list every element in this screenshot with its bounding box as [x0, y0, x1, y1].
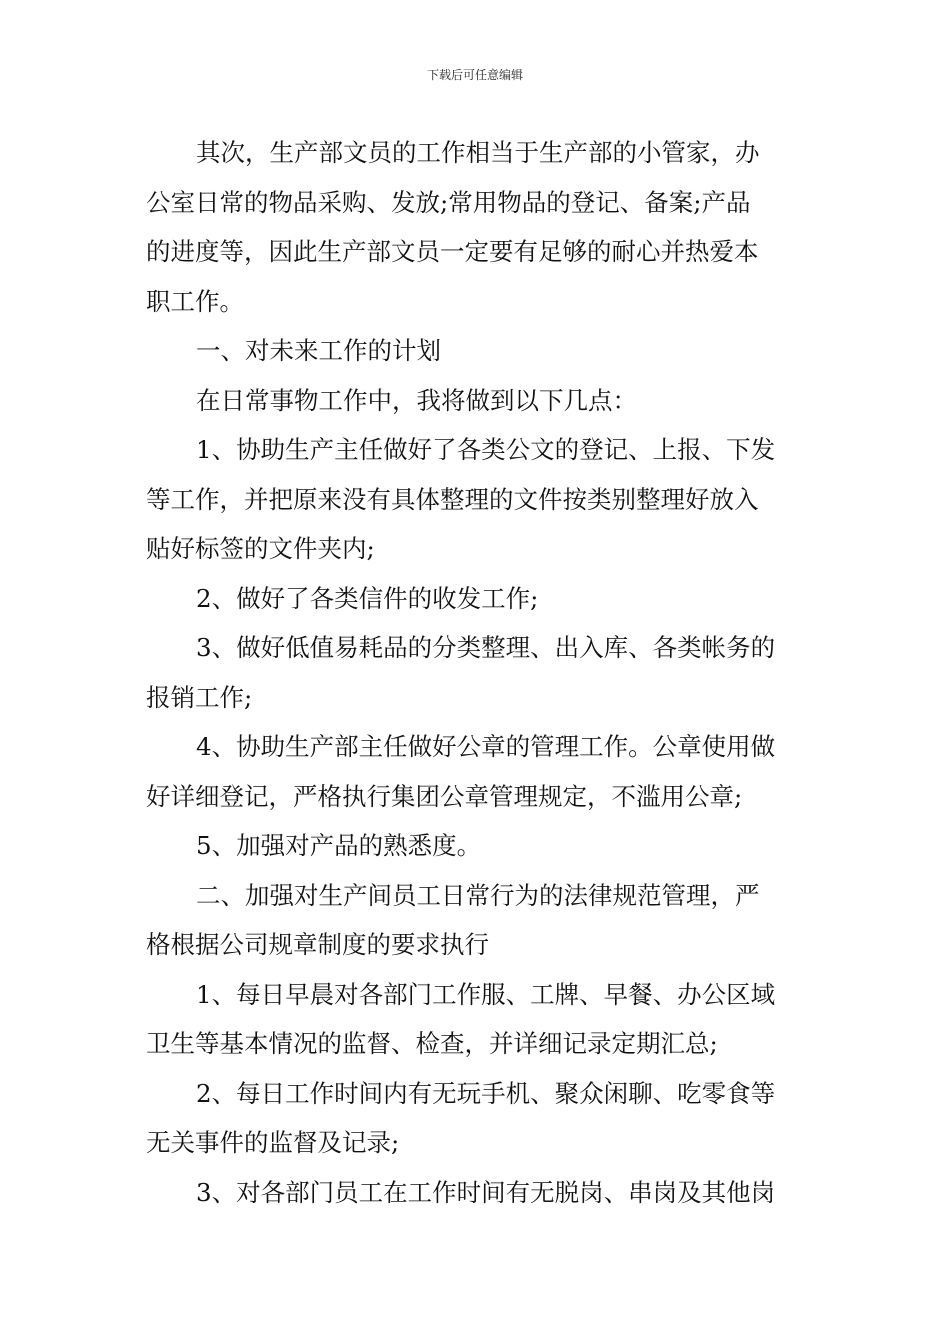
paragraph-line: 公室日常的物品采购、发放;常用物品的登记、备案;产品: [146, 187, 751, 217]
section-heading: 二、加强对生产间员工日常行为的法律规范管理，严: [196, 880, 760, 910]
list-item-continuation: 无关事件的监督及记录;: [146, 1128, 400, 1157]
list-item: 4、协助生产部主任做好公章的管理工作。公章使用做: [196, 732, 776, 761]
page-header-note: 下载后可任意编辑: [426, 68, 523, 82]
list-item-continuation: 贴好标签的文件夹内;: [146, 534, 375, 563]
list-item: 3、对各部门员工在工作时间有无脱岗、串岗及其他岗: [196, 1177, 776, 1207]
paragraph-line: 其次，生产部文员的工作相当于生产部的小管家，办: [196, 138, 760, 167]
document-body: [146, 128, 808, 1217]
section-heading-continuation: 格根据公司规章制度的要求执行: [146, 930, 489, 959]
list-item-continuation: 好详细登记，严格执行集团公章管理规定，不滥用公章;: [146, 781, 743, 811]
list-item: 2、每日工作时间内有无玩手机、聚众闲聊、吃零食等: [196, 1078, 776, 1108]
list-item: 2、做好了各类信件的收发工作;: [196, 583, 539, 613]
list-item: 5、加强对产品的熟悉度。: [196, 831, 482, 860]
list-item: 1、协助生产主任做好了各类公文的登记、上报、下发: [196, 435, 776, 464]
list-item: 1、每日早晨对各部门工作服、工牌、早餐、办公区域: [196, 979, 776, 1009]
list-item-continuation: 卫生等基本情况的监督、检查，并详细记录定期汇总;: [146, 1029, 718, 1058]
paragraph-line: 的进度等，因此生产部文员一定要有足够的耐心并热爱本: [146, 237, 759, 266]
paragraph-line: 职工作。: [146, 286, 244, 316]
list-item-continuation: 等工作，并把原来没有具体整理的文件按类别整理好放入: [146, 484, 759, 514]
paragraph-line: 在日常事物工作中，我将做到以下几点：: [196, 385, 637, 415]
section-heading: 一、对未来工作的计划: [196, 336, 441, 365]
list-item-continuation: 报销工作;: [146, 682, 253, 712]
list-item: 3、做好低值易耗品的分类整理、出入库、各类帐务的: [196, 633, 776, 662]
